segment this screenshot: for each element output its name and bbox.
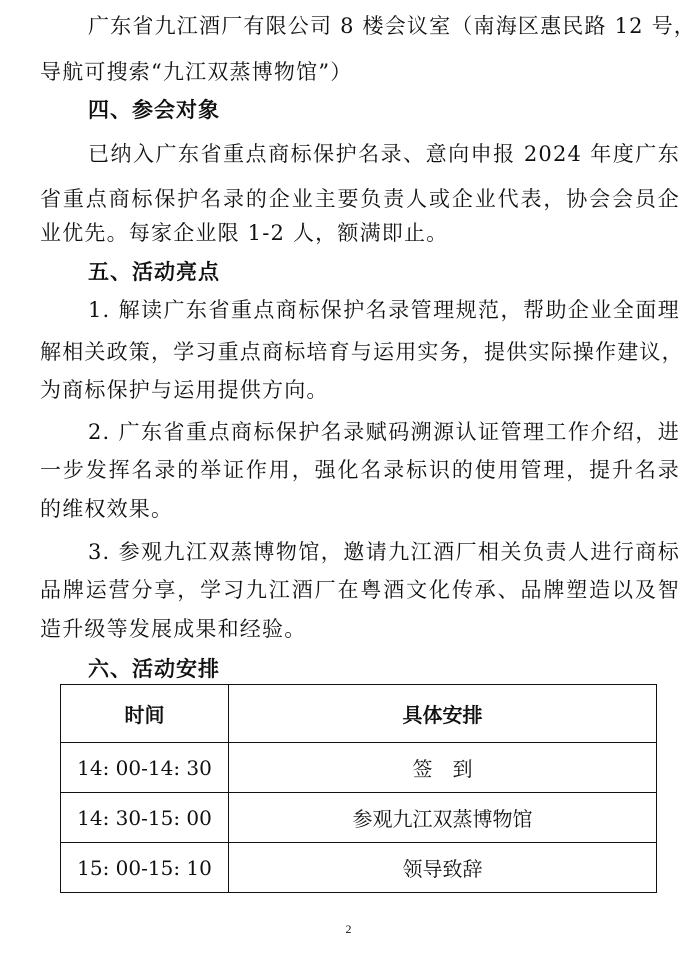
highlight-1-line-3: 为商标保护与运用提供方向。 — [40, 378, 329, 402]
section-heading-schedule: 六、活动安排 — [88, 657, 220, 681]
highlight-3-line-2: 品牌运营分享，学习九江酒厂在粤酒文化传承、品牌塑造以及智 — [40, 578, 680, 602]
page-number: 2 — [345, 922, 352, 936]
section-heading-attendees: 四、参会对象 — [88, 98, 220, 122]
schedule-table — [60, 684, 657, 893]
table-header-row — [61, 685, 657, 743]
highlight-3-line-1: 3. 参观九江双蒸博物馆，邀请九江酒厂相关负责人进行商标 — [88, 540, 680, 564]
venue-line-1: 广东省九江酒厂有限公司 8 楼会议室（南海区惠民路 12 号， — [88, 14, 696, 38]
venue-line-2: 导航可搜索“九江双蒸博物馆”） — [40, 60, 353, 84]
highlight-2-line-2: 一步发挥名录的举证作用，强化名录标识的使用管理，提升名录 — [40, 458, 680, 482]
row-time: 14: 00-14: 30 — [61, 743, 229, 793]
row-time: 14: 30-15: 00 — [61, 793, 229, 843]
section-heading-highlights: 五、活动亮点 — [88, 260, 220, 284]
attendees-line-2: 省重点商标保护名录的企业主要负责人或企业代表，协会会员企 — [40, 187, 680, 211]
table-row — [61, 743, 657, 793]
highlight-2-line-1: 2. 广东省重点商标保护名录赋码溯源认证管理工作介绍，进 — [88, 420, 680, 444]
highlight-2-line-3: 的维权效果。 — [40, 497, 174, 521]
highlight-3-line-3: 造升级等发展成果和经验。 — [40, 617, 307, 641]
table-row — [61, 843, 657, 893]
table-row — [61, 793, 657, 843]
highlight-1-line-1: 1. 解读广东省重点商标保护名录管理规范，帮助企业全面理 — [88, 298, 680, 322]
row-arrangement: 领导致辞 — [229, 843, 657, 893]
header-arrangement: 具体安排 — [229, 685, 657, 743]
row-arrangement: 签 到 — [229, 743, 657, 793]
highlight-1-line-2: 解相关政策，学习重点商标培育与运用实务，提供实际操作建议， — [40, 340, 684, 364]
header-time: 时间 — [61, 685, 229, 743]
row-time: 15: 00-15: 10 — [61, 843, 229, 893]
row-arrangement: 参观九江双蒸博物馆 — [229, 793, 657, 843]
attendees-line-3: 业优先。每家企业限 1-2 人，额满即止。 — [40, 221, 449, 245]
attendees-line-1: 已纳入广东省重点商标保护名录、意向申报 2024 年度广东 — [88, 142, 680, 166]
